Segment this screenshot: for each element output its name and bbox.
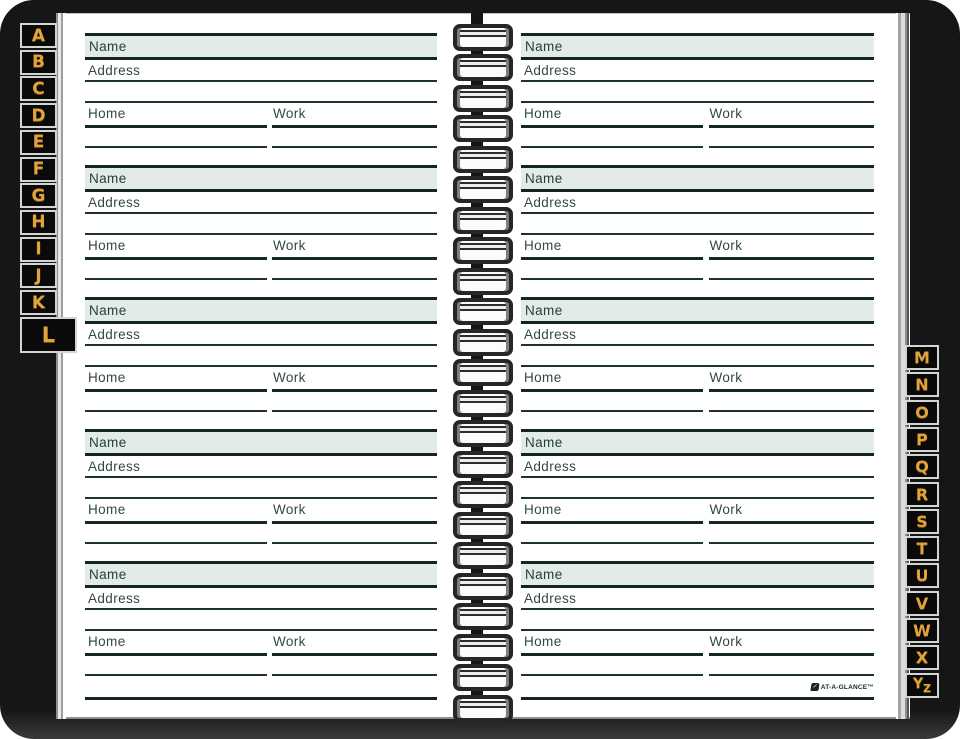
entry-block xyxy=(85,33,437,165)
tab-l[interactable]: L xyxy=(20,317,77,353)
work-label: Work xyxy=(272,106,306,121)
home-phone-line xyxy=(85,653,267,656)
home-phone-line-2 xyxy=(521,542,703,544)
spiral-ring xyxy=(453,146,513,173)
name-label: Name xyxy=(525,567,563,582)
tab-v[interactable]: V xyxy=(905,591,939,616)
name-bottom-rule xyxy=(521,189,874,192)
tab-p[interactable]: P xyxy=(905,427,939,452)
address-line xyxy=(521,608,874,610)
address-label: Address xyxy=(524,327,577,342)
home-phone-line xyxy=(85,125,267,128)
spiral-ring xyxy=(453,207,513,234)
work-label: Work xyxy=(709,370,743,385)
tab-i[interactable]: I xyxy=(20,237,57,262)
home-phone-line-2 xyxy=(85,146,267,148)
home-phone-line-2 xyxy=(521,410,703,412)
page-bottom-rule xyxy=(521,697,874,700)
name-field-band xyxy=(85,432,437,453)
name-bottom-rule xyxy=(85,453,437,456)
tab-m[interactable]: M xyxy=(905,345,939,370)
work-phone-line-2 xyxy=(272,410,437,412)
tab-s[interactable]: S xyxy=(905,509,939,534)
entry-block xyxy=(85,561,437,693)
work-phone-line-2 xyxy=(272,542,437,544)
work-phone-line xyxy=(709,257,874,260)
work-phone-line-2 xyxy=(709,542,874,544)
tab-r[interactable]: R xyxy=(905,482,939,507)
home-phone-line xyxy=(85,257,267,260)
entry-block xyxy=(85,429,437,561)
address-line-2 xyxy=(85,233,437,235)
spiral-ring xyxy=(453,573,513,600)
entry-block xyxy=(521,429,874,561)
address-label: Address xyxy=(88,591,141,606)
address-line-2 xyxy=(85,101,437,103)
name-bottom-rule xyxy=(85,189,437,192)
name-label: Name xyxy=(89,435,127,450)
entry-block xyxy=(521,297,874,429)
entry-list-left xyxy=(85,33,437,693)
home-phone-line-2 xyxy=(85,410,267,412)
home-phone-line xyxy=(521,125,703,128)
home-label: Home xyxy=(524,502,562,517)
address-label: Address xyxy=(88,63,141,78)
address-line-2 xyxy=(521,101,874,103)
entry-block xyxy=(521,33,874,165)
tab-n[interactable]: N xyxy=(905,372,939,397)
work-phone-line-2 xyxy=(272,146,437,148)
spiral-ring xyxy=(453,237,513,264)
home-label: Home xyxy=(88,634,126,649)
address-line xyxy=(85,344,437,346)
name-field-band xyxy=(521,300,874,321)
name-bottom-rule xyxy=(521,57,874,60)
address-line-2 xyxy=(85,365,437,367)
tab-b[interactable]: B xyxy=(20,50,57,75)
home-label: Home xyxy=(88,106,126,121)
entry-block xyxy=(85,165,437,297)
home-phone-line xyxy=(521,653,703,656)
spiral-ring xyxy=(453,451,513,478)
work-label: Work xyxy=(272,370,306,385)
home-phone-line-2 xyxy=(521,278,703,280)
name-label: Name xyxy=(89,303,127,318)
address-line-2 xyxy=(521,365,874,367)
entry-block xyxy=(85,297,437,429)
home-phone-line-2 xyxy=(521,674,703,676)
name-label: Name xyxy=(89,39,127,54)
work-phone-line-2 xyxy=(709,146,874,148)
home-label: Home xyxy=(524,370,562,385)
address-line xyxy=(521,212,874,214)
work-phone-line xyxy=(272,521,437,524)
address-label: Address xyxy=(524,195,577,210)
spiral-ring xyxy=(453,268,513,295)
brand-logo xyxy=(811,683,874,691)
home-phone-line-2 xyxy=(85,674,267,676)
tab-o[interactable]: O xyxy=(905,400,939,425)
work-label: Work xyxy=(709,502,743,517)
address-label: Address xyxy=(88,195,141,210)
work-phone-line-2 xyxy=(272,278,437,280)
work-label: Work xyxy=(709,634,743,649)
ataglance-logo-icon: ✓ xyxy=(811,684,818,690)
address-line-2 xyxy=(85,629,437,631)
address-line-2 xyxy=(521,497,874,499)
home-phone-line xyxy=(521,257,703,260)
name-field-band xyxy=(85,168,437,189)
spiral-ring xyxy=(453,390,513,417)
address-label: Address xyxy=(88,459,141,474)
work-phone-line xyxy=(709,389,874,392)
home-label: Home xyxy=(524,238,562,253)
address-line-2 xyxy=(521,233,874,235)
name-bottom-rule xyxy=(521,321,874,324)
work-label: Work xyxy=(272,238,306,253)
address-line xyxy=(521,476,874,478)
work-label: Work xyxy=(709,238,743,253)
home-phone-line xyxy=(85,389,267,392)
tab-a[interactable]: A xyxy=(20,23,57,48)
home-label: Home xyxy=(88,502,126,517)
address-label: Address xyxy=(524,591,577,606)
work-phone-line xyxy=(709,125,874,128)
address-label: Address xyxy=(524,459,577,474)
work-phone-line-2 xyxy=(709,278,874,280)
work-phone-line-2 xyxy=(709,674,874,676)
spiral-ring xyxy=(453,298,513,325)
spiral-ring xyxy=(453,24,513,51)
address-line-2 xyxy=(85,497,437,499)
name-field-band xyxy=(521,168,874,189)
name-bottom-rule xyxy=(85,321,437,324)
name-field-band xyxy=(521,36,874,57)
tab-letter: Y xyxy=(912,675,924,692)
tab-letter: Z xyxy=(923,681,932,695)
home-label: Home xyxy=(524,634,562,649)
name-field-band xyxy=(85,564,437,585)
name-bottom-rule xyxy=(85,57,437,60)
address-label: Address xyxy=(88,327,141,342)
tab-j[interactable]: J xyxy=(20,263,57,288)
work-phone-line xyxy=(709,521,874,524)
name-label: Name xyxy=(525,171,563,186)
work-label: Work xyxy=(272,502,306,517)
address-line-2 xyxy=(521,629,874,631)
address-line xyxy=(85,212,437,214)
tab-w[interactable]: W xyxy=(905,618,939,643)
name-bottom-rule xyxy=(521,585,874,588)
tab-f[interactable]: F xyxy=(20,157,57,182)
home-label: Home xyxy=(88,238,126,253)
name-field-band xyxy=(521,564,874,585)
tab-k[interactable]: K xyxy=(20,290,57,315)
work-label: Work xyxy=(709,106,743,121)
address-line xyxy=(521,344,874,346)
spiral-ring xyxy=(453,115,513,142)
name-bottom-rule xyxy=(521,453,874,456)
tab-yz[interactable] xyxy=(905,673,939,698)
spiral-ring xyxy=(453,85,513,112)
work-phone-line xyxy=(272,125,437,128)
name-label: Name xyxy=(89,171,127,186)
address-line xyxy=(85,608,437,610)
work-phone-line xyxy=(709,653,874,656)
home-phone-line-2 xyxy=(85,278,267,280)
name-label: Name xyxy=(89,567,127,582)
address-label: Address xyxy=(524,63,577,78)
tab-u[interactable]: U xyxy=(905,563,939,588)
left-page xyxy=(62,13,471,719)
work-phone-line-2 xyxy=(709,410,874,412)
name-field-band xyxy=(85,36,437,57)
spiral-ring xyxy=(453,542,513,569)
work-phone-line xyxy=(272,389,437,392)
home-phone-line-2 xyxy=(85,542,267,544)
address-line xyxy=(85,476,437,478)
home-phone-line-2 xyxy=(521,146,703,148)
page-bottom-rule xyxy=(85,697,437,700)
name-field-band xyxy=(85,300,437,321)
work-phone-line xyxy=(272,653,437,656)
name-label: Name xyxy=(525,435,563,450)
work-phone-line xyxy=(272,257,437,260)
spiral-ring xyxy=(453,664,513,691)
address-line xyxy=(85,80,437,82)
tab-g[interactable]: G xyxy=(20,183,57,208)
tab-x[interactable]: X xyxy=(905,645,939,670)
name-label: Name xyxy=(525,39,563,54)
name-field-band xyxy=(521,432,874,453)
tab-e[interactable]: E xyxy=(20,130,57,155)
spiral-ring xyxy=(453,481,513,508)
spiral-ring xyxy=(453,420,513,447)
spiral-ring xyxy=(453,359,513,386)
home-label: Home xyxy=(524,106,562,121)
spiral-ring xyxy=(453,512,513,539)
spiral-ring xyxy=(453,634,513,661)
spiral-ring xyxy=(453,329,513,356)
tab-t[interactable]: T xyxy=(905,536,939,561)
spiral-ring xyxy=(453,176,513,203)
work-label: Work xyxy=(272,634,306,649)
name-label: Name xyxy=(525,303,563,318)
address-line xyxy=(521,80,874,82)
right-page xyxy=(483,13,896,719)
entry-list-right xyxy=(521,33,874,693)
tab-c[interactable]: C xyxy=(20,76,57,101)
tab-h[interactable]: H xyxy=(20,210,57,235)
name-bottom-rule xyxy=(85,585,437,588)
spiral-ring xyxy=(453,54,513,81)
home-label: Home xyxy=(88,370,126,385)
entry-block xyxy=(521,165,874,297)
entry-block xyxy=(521,561,874,693)
home-phone-line xyxy=(85,521,267,524)
work-phone-line-2 xyxy=(272,674,437,676)
spiral-ring xyxy=(453,695,513,722)
home-phone-line xyxy=(521,389,703,392)
tab-d[interactable]: D xyxy=(20,103,57,128)
brand-text: AT-A-GLANCE™ xyxy=(820,683,874,691)
spiral-ring xyxy=(453,603,513,630)
home-phone-line xyxy=(521,521,703,524)
tab-q[interactable]: Q xyxy=(905,454,939,479)
